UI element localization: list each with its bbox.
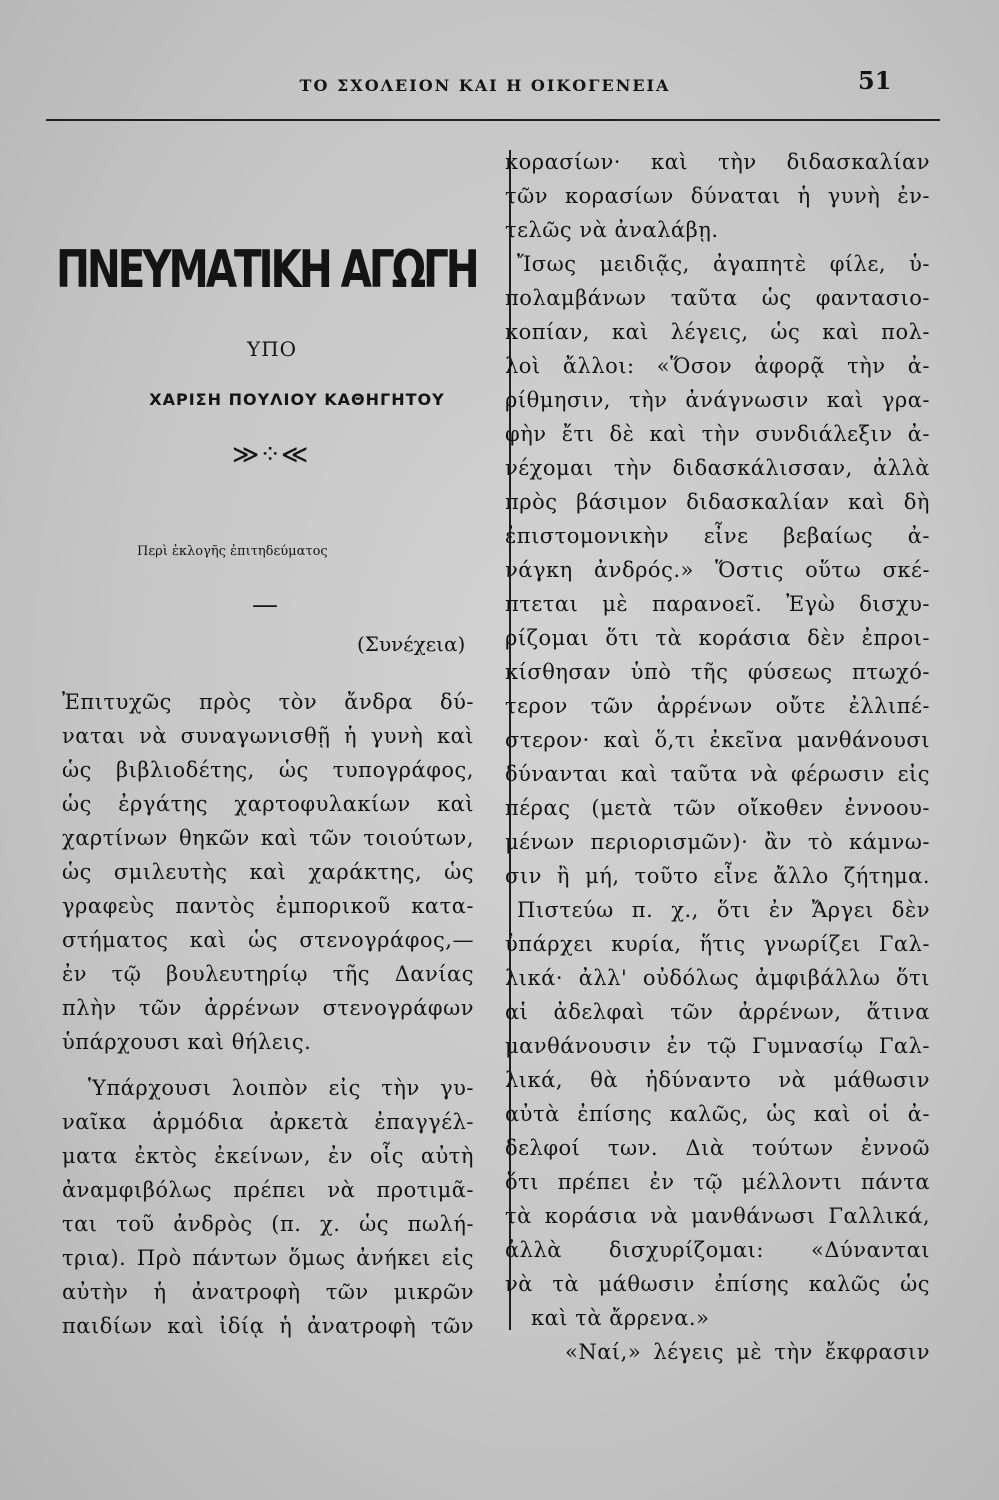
text-line: γραφεὺς παντὸς ἐμπορικοῦ κατα- bbox=[62, 894, 474, 918]
text-line: δελφοί των. Διὰ τούτων ἐννοῶ bbox=[505, 1136, 930, 1160]
text-line: χαρτίνων θηκῶν καὶ τῶν τοιούτων, bbox=[62, 826, 474, 850]
text-line: μανθάνουσιν ἐν τῷ Γυμνασίῳ Γαλ- bbox=[505, 1034, 930, 1058]
text-line: «Ναί,» λέγεις μὲ τὴν ἔκφρασιν bbox=[565, 1340, 930, 1364]
text-line: νάγκη ἀνδρός.» Ὅστις οὕτω σκέ- bbox=[505, 558, 930, 582]
text-line: ται τοῦ ἀνδρὸς (π. χ. ὡς πωλή- bbox=[62, 1212, 474, 1236]
text-line: Ἐπιτυχῶς πρὸς τὸν ἄνδρα δύ- bbox=[62, 690, 474, 714]
text-line: ναῖκα ἁρμόδια ἀρκετὰ ἐπαγγέλ- bbox=[62, 1110, 474, 1134]
text-line: κοπίαν, καὶ λέγεις, ὡς καὶ πολ- bbox=[505, 320, 930, 344]
text-line: πολαμβάνων ταῦτα ὡς φαντασιο- bbox=[505, 286, 930, 310]
text-line: ἀλλὰ δισχυρίζομαι: «Δύνανται bbox=[505, 1238, 930, 1262]
text-line: στήματος καὶ ὡς στενογράφος,— bbox=[62, 928, 474, 952]
text-line: ἐν τῷ βουλευτηρίῳ τῆς Δανίας bbox=[62, 962, 474, 986]
text-line: μένων περιορισμῶν)· ἂν τὸ κάμνω- bbox=[505, 830, 930, 854]
text-line: σιν ἢ μή, τοῦτο εἶνε ἄλλο ζήτημα. bbox=[505, 864, 930, 888]
continuation-label: (Συνέχεια) bbox=[357, 632, 466, 656]
text-line: λικά· ἀλλ' οὐδόλως ἀμφιβάλλω ὅτι bbox=[505, 966, 930, 990]
text-line: αὐτὴν ἡ ἀνατροφὴ τῶν μικρῶν bbox=[62, 1280, 474, 1304]
text-line: ρίθμησιν, τὴν ἀνάγνωσιν καὶ γρα- bbox=[505, 388, 930, 412]
text-line: δύνανται καὶ ταῦτα νὰ φέρωσιν εἰς bbox=[505, 762, 930, 786]
text-line: ἐπιστομονικὴν εἶνε βεβαίως ἀ- bbox=[505, 524, 930, 548]
text-line: καὶ τὰ ἄρρενα.» bbox=[531, 1306, 710, 1330]
text-line: τὰ κοράσια νὰ μανθάνωσι Γαλλικά, bbox=[505, 1204, 930, 1228]
text-line: ματα ἐκτὸς ἐκείνων, ἐν οἷς αὐτὴ bbox=[62, 1144, 474, 1168]
running-header: ΤΟ ΣΧΟΛΕΙΟΝ ΚΑΙ Η ΟΙΚΟΓΕΝΕΙΑ bbox=[299, 76, 671, 95]
text-line: στερον· καὶ ὅ,τι ἐκεῖνα μανθάνουσι bbox=[505, 728, 930, 752]
ornament-icon: ≫⁘≪ bbox=[232, 440, 309, 470]
dash-separator: — bbox=[252, 590, 278, 620]
text-line: λοὶ ἄλλοι: «Ὅσον ἀφορᾷ τὴν ἀ- bbox=[505, 354, 930, 378]
text-line: Πιστεύω π. χ., ὅτι ἐν Ἄργει δὲν bbox=[517, 898, 930, 922]
text-line: ὅτι πρέπει ἐν τῷ μέλλοντι πάντα bbox=[505, 1170, 930, 1194]
text-line: κίσθησαν ὑπὸ τῆς φύσεως πτωχό- bbox=[505, 660, 930, 684]
text-line: κορασίων· καὶ τὴν διδασκαλίαν bbox=[505, 150, 930, 174]
header-rule bbox=[46, 119, 940, 121]
text-line: πτεται μὲ παρανοεῖ. Ἐγὼ δισχυ- bbox=[505, 592, 930, 616]
text-line: ὡς βιβλιοδέτης, ὡς τυπογράφος, bbox=[62, 758, 474, 782]
by-line: ΥΠΟ bbox=[247, 337, 298, 361]
text-line: νέχομαι τὴν διδασκάλισσαν, ἀλλὰ bbox=[505, 456, 930, 480]
page-number: 51 bbox=[858, 66, 892, 95]
text-line: πέρας (μετὰ τῶν οἴκοθεν ἐννοου- bbox=[505, 796, 930, 820]
author-name: ΧΑΡΙΣΗ ΠΟΥΛΙΟΥ ΚΑΘΗΓΗΤΟΥ bbox=[149, 390, 445, 409]
text-line: παιδίων καὶ ἰδίᾳ ἡ ἀνατροφὴ τῶν bbox=[62, 1314, 474, 1338]
text-line: ὡς ἐργάτης χαρτοφυλακίων καὶ bbox=[62, 792, 474, 816]
text-line: φὴν ἔτι δὲ καὶ τὴν συνδιάλεξιν ἀ- bbox=[505, 422, 930, 446]
article-title: ΠΝΕΥΜΑΤΙΚΗ ΑΓΩΓΗ bbox=[56, 240, 477, 300]
text-line: ἀναμφιβόλως πρέπει νὰ προτιμᾶ- bbox=[62, 1178, 474, 1202]
text-line: πλὴν τῶν ἀρρένων στενογράφων bbox=[62, 996, 474, 1020]
text-line: λικά, θὰ ἠδύναντο νὰ μάθωσιν bbox=[505, 1068, 930, 1092]
text-line: τελῶς νὰ ἀναλάβῃ. bbox=[505, 218, 719, 242]
text-line: ρίζομαι ὅτι τὰ κοράσια δὲν ἐπροι- bbox=[505, 626, 930, 650]
text-line: ὑπάρχουσι καὶ θήλεις. bbox=[62, 1030, 312, 1054]
section-title: Περὶ ἐκλογῆς ἐπιτηδεύματος bbox=[137, 544, 328, 559]
text-line: πρὸς βάσιμον διδασκαλίαν καὶ δὴ bbox=[505, 490, 930, 514]
text-line: τρια). Πρὸ πάντων ὅμως ἀνήκει εἰς bbox=[62, 1246, 474, 1270]
text-line: αὐτὰ ἐπίσης καλῶς, ὡς καὶ οἱ ἀ- bbox=[505, 1102, 930, 1126]
text-line: αἱ ἀδελφαὶ τῶν ἀρρένων, ἅτινα bbox=[505, 1000, 930, 1024]
text-line: Ἴσως μειδιᾷς, ἀγαπητὲ φίλε, ὑ- bbox=[517, 252, 930, 276]
text-line: νὰ τὰ μάθωσιν ἐπίσης καλῶς ὡς bbox=[505, 1272, 930, 1296]
text-line: Ὑπάρχουσι λοιπὸν εἰς τὴν γυ- bbox=[88, 1076, 474, 1100]
text-line: ναται νὰ συναγωνισθῇ ἡ γυνὴ καὶ bbox=[62, 724, 474, 748]
text-line: ὑπάρχει κυρία, ἥτις γνωρίζει Γαλ- bbox=[505, 932, 930, 956]
text-line: τῶν κορασίων δύναται ἡ γυνὴ ἐν- bbox=[505, 184, 930, 208]
text-line: ὡς σμιλευτὴς καὶ χαράκτης, ὡς bbox=[62, 860, 474, 884]
text-line: τερον τῶν ἀρρένων οὔτε ἐλλιπέ- bbox=[505, 694, 930, 718]
